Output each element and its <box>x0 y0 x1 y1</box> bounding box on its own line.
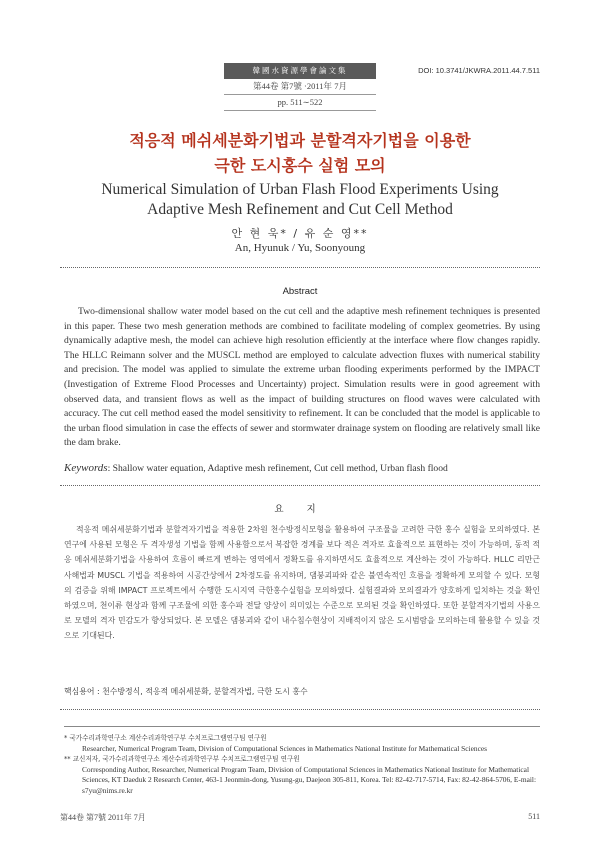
abstract-heading: Abstract <box>282 286 318 297</box>
abstract-body: Two-dimensional shallow water model based on the cut cell and the adaptive mesh refinement techniques is presented in this paper. These two mesh generation methods are combined to facilitate modeling of complex geometries. By using dynamically adaptive mesh, the model can achieve high resolution efficiently at the interface where flow changes rapidly. The HLLC Reimann solver and the MUSCL method are employed to calculate advection fluxes with numerical stability and precision. The model was applied to simulate the extreme urban flooding experiments performed by the IMPACT (Investigation of Extreme Flood Processes and Uncertainty) project. Simulation results were in good agreement with observed data, and transient flows as well as the impact of building structures on flood waves were calculated with accuracy. The cut cell method eased the model sensitivity to refinement. It can be concluded that the model is applicable to the urban flood simulation in case the effects of sewer and stormwater drainage system on flooding are relatively small like the dam brake. <box>64 306 540 449</box>
korean-abstract-body: 적응적 메쉬세분화기법과 분할격자기법을 적용한 2차원 천수방정식모형을 활용하여 구조물을 고려한 극한 홍수 실험을 모의하였다. 본 연구에 사용된 모형은 두 격자생성 기법을 함께 사용함으로서 복잡한 경계를 보다 적은 격자로 효율적으로 표현하는 것이 가능하며, 동적 적응 메쉬세분화기법을 사용하여 흐름이 빠르게 변하는 영역에서 정확도를 유지하면서도 효율적으로 계산하는 것이 가능하다. HLLC 리만근사해법과 MUSCL 기법을 적용하여 시공간상에서 2차정도를 유지하며, 댐붕괴파와 같은 불연속적인 흐름을 정확하게 모의할 수 있다. 모형의 검증을 위해 IMPACT 프로젝트에서 수행한 도시지역 극한홍수실험을 모의하였다. 실험결과와 모의결과가 양호하게 일치하는 것을 확인하였으며, 천이류 현상과 함께 구조물에 의한 홍수파 전달 양상이 의미있는 수준으로 모의된 것을 확인하였다. 또한 분할격자기법의 사용으로 모델의 격자 민감도가 향상되었다. 본 모델은 댐붕괴와 같이 내수침수현상이 지배적이지 않은 도시범람을 모의하는데 활용할 수 있을 것으로 기대된다. <box>64 525 540 641</box>
keywords-text: : Shallow water equation, Adaptive mesh refinement, Cut cell method, Urban flash flood <box>107 463 448 474</box>
footer-page-number: 511 <box>528 812 540 821</box>
keywords-line <box>64 462 540 474</box>
footnote-1-english: Researcher, Numerical Program Team, Division of Computational Sciences in Mathematics National Institute for Mathematical Sciences <box>82 743 488 753</box>
footnote-1-korean: * 국가수리과학연구소 계산수리과학연구부 수치프로그램연구팀 연구원 <box>64 734 267 742</box>
footnote-2-korean: ** 교신저자, 국가수리과학연구소 계산수리과학연구부 수치프로그램연구팀 연구원 <box>64 755 300 763</box>
title-korean-line-2: 극한 도시홍수 실험 모의 <box>214 156 386 175</box>
korean-abstract-heading: 요 지 <box>274 504 326 515</box>
footer-issue: 第44卷 第7號 2011年 7月 <box>60 813 146 822</box>
keywords-label: Keywords <box>64 462 108 474</box>
journal-pages: pp. 511∼522 <box>224 95 376 111</box>
journal-header-box <box>224 63 376 111</box>
title-korean-line-1: 적응적 메쉬세분화기법과 분할격자기법을 이용한 <box>129 131 471 150</box>
korean-keywords: 핵심용어 : 천수방정식, 적응적 메쉬세분화, 분할격자법, 극한 도시 홍수 <box>64 687 308 696</box>
title-english-line-2: Adaptive Mesh Refinement and Cut Cell Method <box>147 201 453 218</box>
title-english-line-1: Numerical Simulation of Urban Flash Flood Experiments Using <box>101 181 499 198</box>
journal-name: 韓國水資源學會論文集 <box>224 63 376 79</box>
footnote-rule <box>64 726 540 727</box>
divider-bottom <box>60 709 540 710</box>
doi-text: DOI: 10.3741/JKWRA.2011.44.7.511 <box>418 66 540 75</box>
divider-top <box>60 267 540 268</box>
footnote-2-english: Corresponding Author, Researcher, Numerical Program Team, Division of Computational Sciences in Mathematics National Institute for Mathematical Sciences, KT Daeduk 2 Research Center, 463-1 Jeonmin-dong, Yusung-gu, Daejeon 305-811, Korea. Tel: 82-42-717-5714, Fax: 82-42-864-5706, E-mail: s7yu@nims.re.kr <box>82 764 537 795</box>
divider-middle <box>60 485 540 486</box>
authors-korean: 안 현 욱* / 유 순 영** <box>231 227 369 240</box>
journal-volume: 第44卷 第7號 ·2011年 7月 <box>224 79 376 95</box>
authors-english: An, Hyunuk / Yu, Soonyoung <box>234 242 366 254</box>
footnotes <box>64 733 540 796</box>
